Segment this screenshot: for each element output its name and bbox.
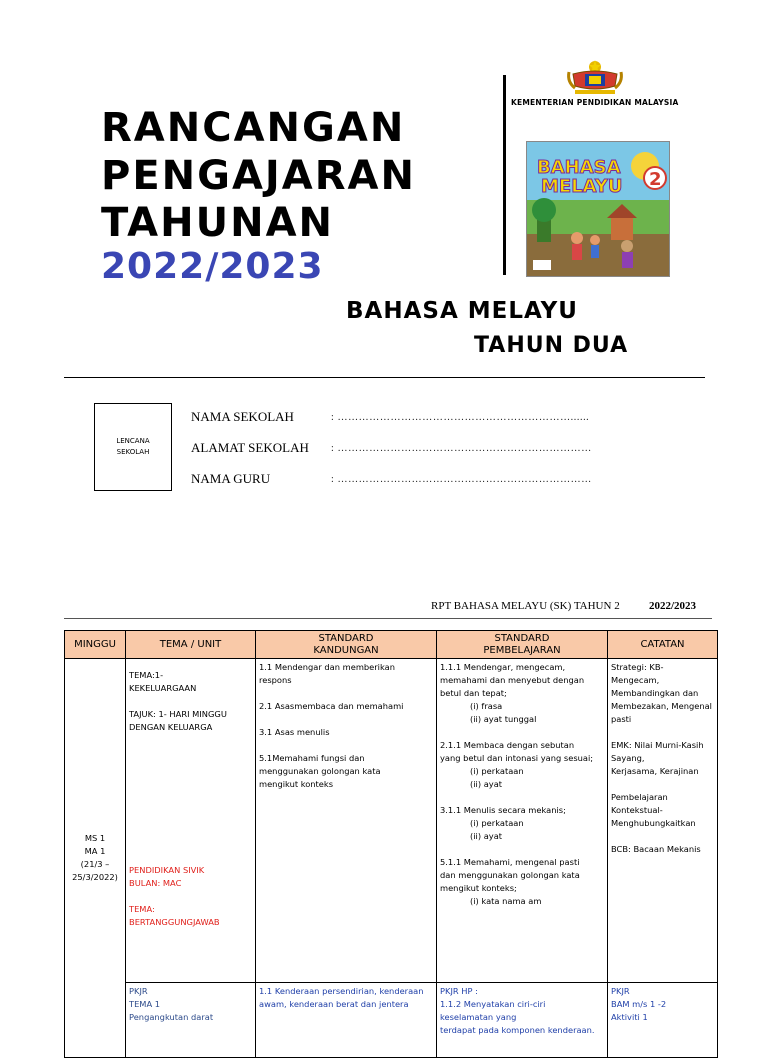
- badge-label-1: LENCANA: [116, 437, 150, 445]
- table-row: [65, 983, 718, 1058]
- learning-standard-text: yang betul dan intonasi yang sesuai;: [440, 753, 594, 763]
- notes-cell: [608, 659, 718, 983]
- header-catatan: CATATAN: [608, 631, 718, 659]
- malaysia-crest-icon: [565, 58, 625, 96]
- school-address-field[interactable]: : ………………………………………………………………: [331, 443, 592, 454]
- rpt-header-year: 2022/2023: [649, 600, 697, 612]
- learning-standard-text: betul dan tepat;: [440, 688, 507, 698]
- book-grade: 2: [649, 169, 662, 190]
- notes-text: Aktiviti 1: [611, 1012, 648, 1022]
- notes-text: Kontekstual-: [611, 805, 663, 815]
- header-sp-line1: STANDARD: [494, 632, 550, 644]
- content-standard-text: respons: [259, 675, 292, 685]
- teacher-name-label: NAMA GURU: [191, 471, 271, 486]
- content-standard-text: mengikut konteks: [259, 779, 334, 789]
- theme-cell: [126, 659, 256, 983]
- header-sk-line2: KANDUNGAN: [313, 644, 379, 656]
- learning-standard-text: (ii) ayat: [470, 779, 503, 789]
- theme-cell: [126, 983, 256, 1058]
- cover-grade: TAHUN DUA: [474, 333, 629, 358]
- content-standard-cell: [256, 659, 437, 983]
- rpt-header-title: RPT BAHASA MELAYU (SK) TAHUN 2: [431, 600, 620, 612]
- notes-text: Menghubungkaitkan: [611, 818, 696, 828]
- cover-rule: [64, 377, 705, 378]
- content-standard-text: menggunakan golongan kata: [259, 766, 381, 776]
- school-name-field[interactable]: : …………………………………………………………......: [331, 412, 590, 423]
- pkjr-text: Pengangkutan darat: [129, 1012, 214, 1022]
- cover-title-line-2: PENGAJARAN: [101, 153, 416, 199]
- pkjr-text: PKJR: [129, 986, 148, 996]
- content-standard-text: 2.1 Asasmembaca dan memahami: [259, 701, 404, 711]
- book-title-2: MELAYU: [541, 176, 623, 197]
- topic-text: DENGAN KELUARGA: [129, 722, 213, 732]
- content-standard-cell: [256, 983, 437, 1058]
- learning-standard-text: terdapat pada komponen kenderaan.: [440, 1025, 595, 1035]
- week-label: MA 1: [84, 846, 106, 856]
- school-name-label: NAMA SEKOLAH: [191, 409, 294, 424]
- rpt-table: [64, 630, 718, 1058]
- cover-divider: [503, 75, 506, 275]
- learning-standard-text: keselamatan yang: [440, 1012, 517, 1022]
- content-standard-text: 1.1 Mendengar dan memberikan: [259, 662, 395, 672]
- week-cell: [65, 659, 126, 1058]
- notes-text: Sayang,: [611, 753, 645, 763]
- notes-text: BCB: Bacaan Mekanis: [611, 844, 701, 854]
- content-standard-text: 1.1 Kenderaan persendirian, kenderaan: [259, 986, 424, 996]
- notes-text: Kerjasama, Kerajinan: [611, 766, 699, 776]
- notes-text: Membandingkan dan: [611, 688, 699, 698]
- cover-title-line-3: TAHUNAN: [101, 200, 335, 246]
- cover-title-line-1: RANCANGAN: [101, 105, 406, 151]
- content-standard-text: 3.1 Asas menulis: [259, 727, 330, 737]
- learning-standard-text: 5.1.1 Memahami, mengenal pasti: [440, 857, 580, 867]
- learning-standard-text: (i) perkataan: [470, 766, 524, 776]
- notes-text: PKJR: [611, 986, 630, 996]
- learning-standard-text: 3.1.1 Menulis secara mekanis;: [440, 805, 566, 815]
- civic-text: PENDIDIKAN SIVIK: [129, 865, 205, 875]
- civic-theme: BERTANGGUNGJAWAB: [129, 917, 220, 927]
- learning-standard-text: dan menggunakan golongan kata: [440, 870, 580, 880]
- table-header-row: [65, 631, 718, 659]
- learning-standard-text: 1.1.2 Menyatakan ciri-ciri: [440, 999, 546, 1009]
- learning-standard-text: (ii) ayat: [470, 831, 503, 841]
- learning-standard-text: PKJR HP :: [440, 986, 478, 996]
- theme-text: KEKELUARGAAN: [129, 683, 197, 693]
- header-sk-line1: STANDARD: [318, 632, 374, 644]
- civic-theme: TEMA:: [129, 904, 155, 914]
- learning-standard-text: 1.1.1 Mendengar, mengecam,: [440, 662, 566, 672]
- textbook-cover-image: [526, 141, 670, 277]
- school-address-label: ALAMAT SEKOLAH: [191, 440, 309, 455]
- learning-standard-cell: [437, 983, 608, 1058]
- notes-text: Pembelajaran: [611, 792, 668, 802]
- learning-standard-text: 2.1.1 Membaca dengan sebutan: [440, 740, 575, 750]
- learning-standard-text: (i) kata nama am: [470, 896, 542, 906]
- civic-month: BULAN: MAC: [129, 878, 182, 888]
- notes-text: Membezakan, Mengenal: [611, 701, 712, 711]
- learning-standard-text: mengikut konteks;: [440, 883, 517, 893]
- notes-text: BAM m/s 1 -2: [611, 999, 667, 1009]
- notes-cell: [608, 983, 718, 1058]
- header-standard-pembelajaran: [437, 631, 608, 659]
- cover-year: 2022/2023: [101, 246, 324, 287]
- learning-standard-text: memahami dan menyebut dengan: [440, 675, 585, 685]
- header-standard-kandungan: [256, 631, 437, 659]
- header-minggu: MINGGU: [65, 631, 126, 659]
- notes-text: Strategi: KB- Mengecam,: [611, 662, 664, 685]
- content-standard-text: awam, kenderaan berat dan jentera: [259, 999, 409, 1009]
- content-standard-text: 5.1Memahami fungsi dan: [259, 753, 365, 763]
- week-date: 25/3/2022): [72, 872, 118, 882]
- learning-standard-cell: [437, 659, 608, 983]
- header-tema: TEMA / UNIT: [126, 631, 256, 659]
- book-title-1: BAHASA: [537, 157, 621, 178]
- ministry-name: KEMENTERIAN PENDIDIKAN MALAYSIA: [511, 98, 679, 107]
- header-sp-line2: PEMBELAJARAN: [483, 644, 561, 656]
- notes-text: pasti: [611, 714, 632, 724]
- learning-standard-text: (i) perkataan: [470, 818, 524, 828]
- school-badge-box: [94, 403, 172, 491]
- pkjr-text: TEMA 1: [129, 999, 161, 1009]
- notes-text: EMK: Nilai Murni-Kasih: [611, 740, 704, 750]
- theme-text: TEMA:1-: [129, 670, 164, 680]
- learning-standard-text: (ii) ayat tunggal: [470, 714, 537, 724]
- header-rule: [64, 618, 712, 619]
- table-row: [65, 659, 718, 983]
- cover-subject: BAHASA MELAYU: [346, 298, 578, 324]
- topic-text: TAJUK: 1- HARI MINGGU: [129, 709, 227, 719]
- teacher-name-field[interactable]: : ………………………………………………………………: [331, 474, 592, 485]
- week-label: MS 1: [84, 833, 106, 843]
- badge-label-2: SEKOLAH: [116, 448, 150, 456]
- week-date: (21/3 –: [80, 859, 110, 869]
- learning-standard-text: (i) frasa: [470, 701, 503, 711]
